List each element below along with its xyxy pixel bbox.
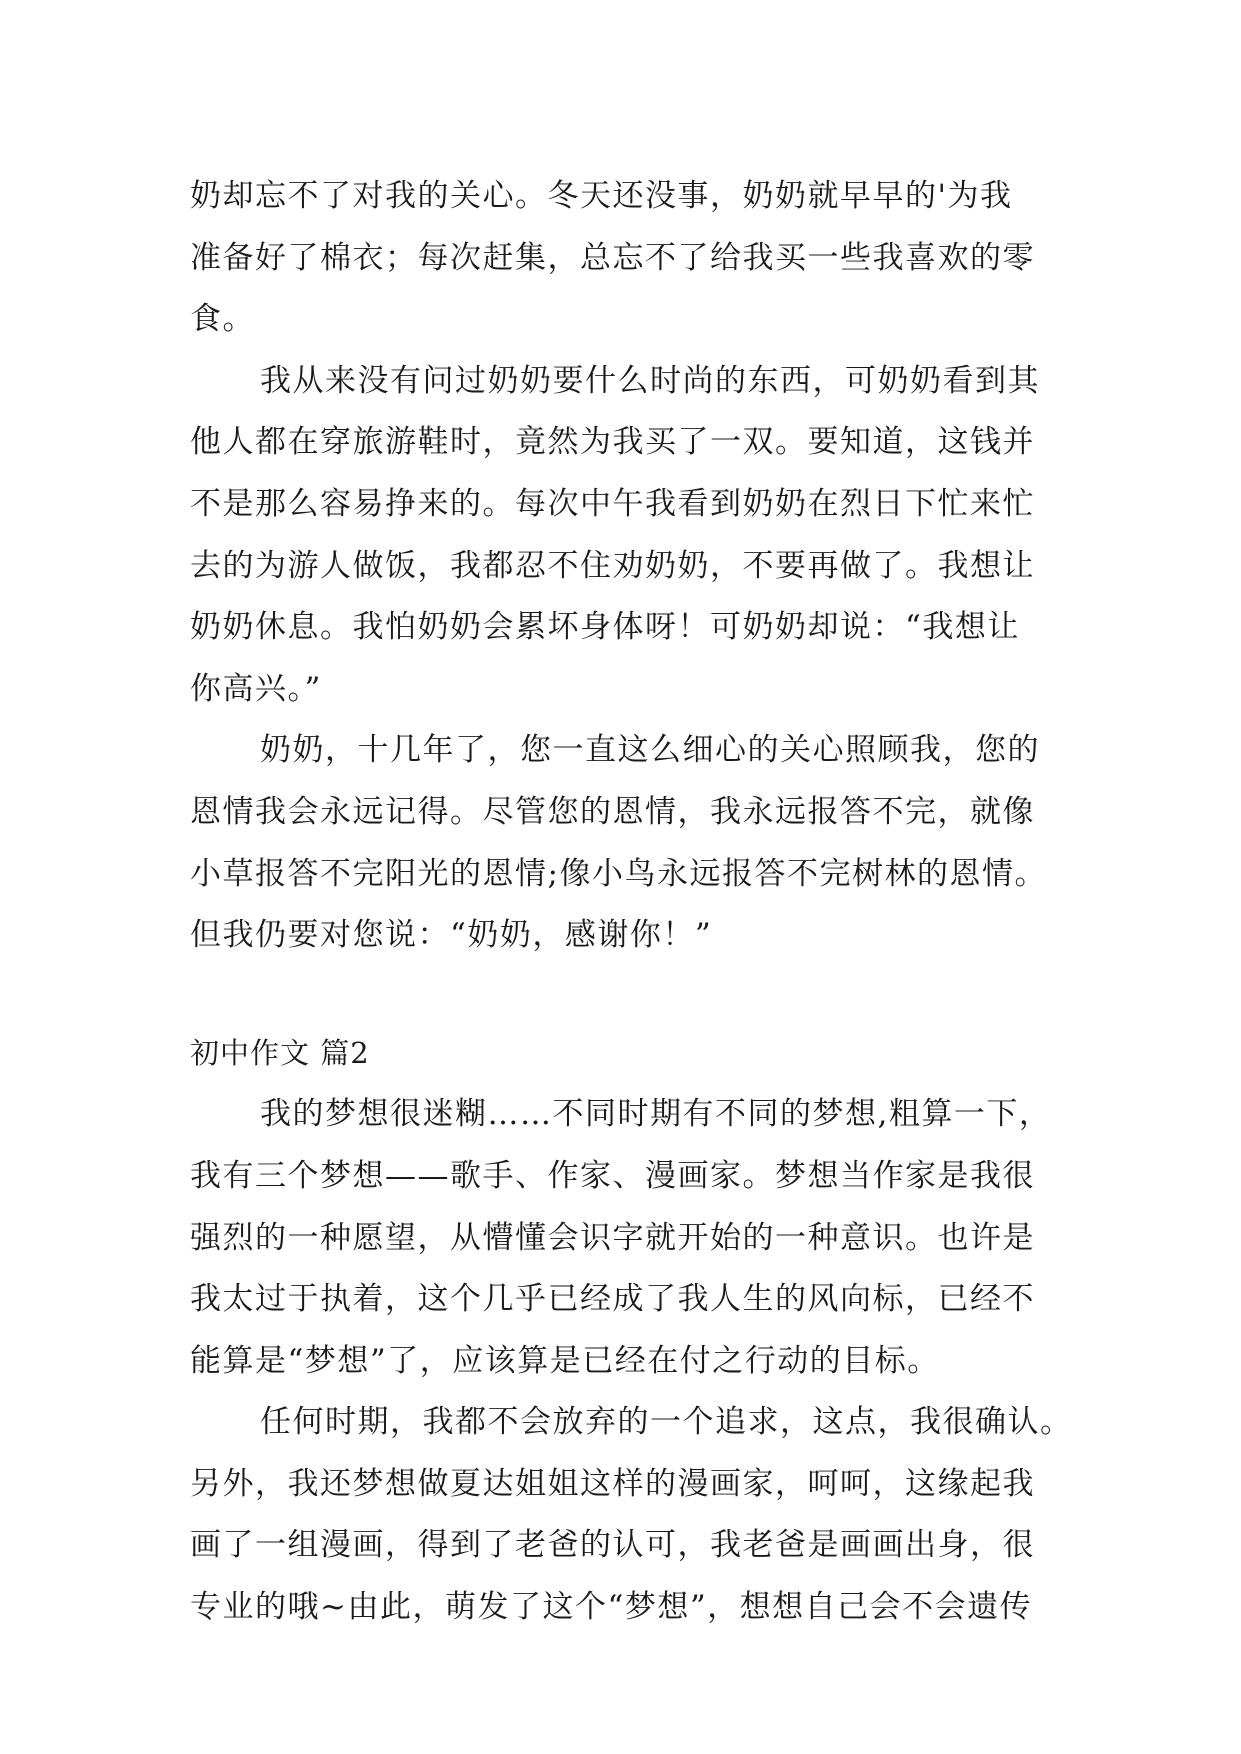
text-line: 不是那么容易挣来的。每次中午我看到奶奶在烈日下忙来忙 bbox=[190, 485, 1035, 522]
text-line: 但我仍要对您说：“奶奶，感谢你！” bbox=[190, 917, 713, 954]
text-line: 他人都在穿旅游鞋时，竟然为我买了一双。要知道，这钱并 bbox=[190, 424, 1035, 461]
paragraph bbox=[190, 351, 1060, 721]
paragraph bbox=[190, 1084, 1060, 1392]
paragraph bbox=[190, 166, 1060, 351]
text-line: 食。 bbox=[190, 301, 255, 338]
text-line: 奶奶，十几年了，您一直这么细心的关心照顾我，您的 bbox=[260, 732, 1040, 769]
document-page bbox=[190, 166, 1073, 1639]
text-line: 小草报答不完阳光的恩情;像小鸟永远报答不完树林的恩情。 bbox=[190, 855, 1047, 892]
text-line: 准备好了棉衣；每次赶集，总忘不了给我买一些我喜欢的零 bbox=[190, 239, 1035, 276]
text-line: 奶却忘不了对我的关心。冬天还没事，奶奶就早早的'为我 bbox=[190, 178, 1013, 214]
text-line: 我的梦想很迷糊……不同时期有不同的梦想,粗算一下， bbox=[260, 1096, 1052, 1133]
text-line: 奶奶休息。我怕奶奶会累坏身体呀！可奶奶却说：“我想让 bbox=[190, 609, 1020, 646]
text-line: 我有三个梦想——歌手、作家、漫画家。梦想当作家是我很 bbox=[190, 1157, 1035, 1194]
text-line: 专业的哦~由此，萌发了这个“梦想”，想想自己会不会遗传 bbox=[190, 1589, 1033, 1626]
text-line: 强烈的一种愿望，从懵懂会识字就开始的一种意识。也许是 bbox=[190, 1219, 1035, 1256]
text-line: 任何时期，我都不会放弃的一个追求，这点，我很确认。 bbox=[260, 1404, 1073, 1441]
section-heading: 初中作文 篇2 bbox=[190, 1035, 370, 1070]
text-line: 另外，我还梦想做夏达姐姐这样的漫画家，呵呵，这缘起我 bbox=[190, 1465, 1035, 1502]
paragraph bbox=[190, 720, 1060, 966]
text-line: 去的为游人做饭，我都忍不住劝奶奶，不要再做了。我想让 bbox=[190, 547, 1035, 584]
section-gap bbox=[190, 967, 1060, 1023]
text-line: 恩情我会永远记得。尽管您的恩情，我永远报答不完，就像 bbox=[190, 793, 1035, 830]
text-line: 能算是“梦想”了，应该算是已经在付之行动的目标。 bbox=[190, 1342, 940, 1379]
text-line: 画了一组漫画，得到了老爸的认可，我老爸是画画出身，很 bbox=[190, 1527, 1035, 1564]
text-line: 我太过于执着，这个几乎已经成了我人生的风向标，已经不 bbox=[190, 1281, 1035, 1318]
text-line: 我从来没有问过奶奶要什么时尚的东西，可奶奶看到其 bbox=[260, 362, 1040, 399]
paragraph bbox=[190, 1392, 1073, 1638]
text-line: 你高兴。” bbox=[190, 670, 322, 707]
